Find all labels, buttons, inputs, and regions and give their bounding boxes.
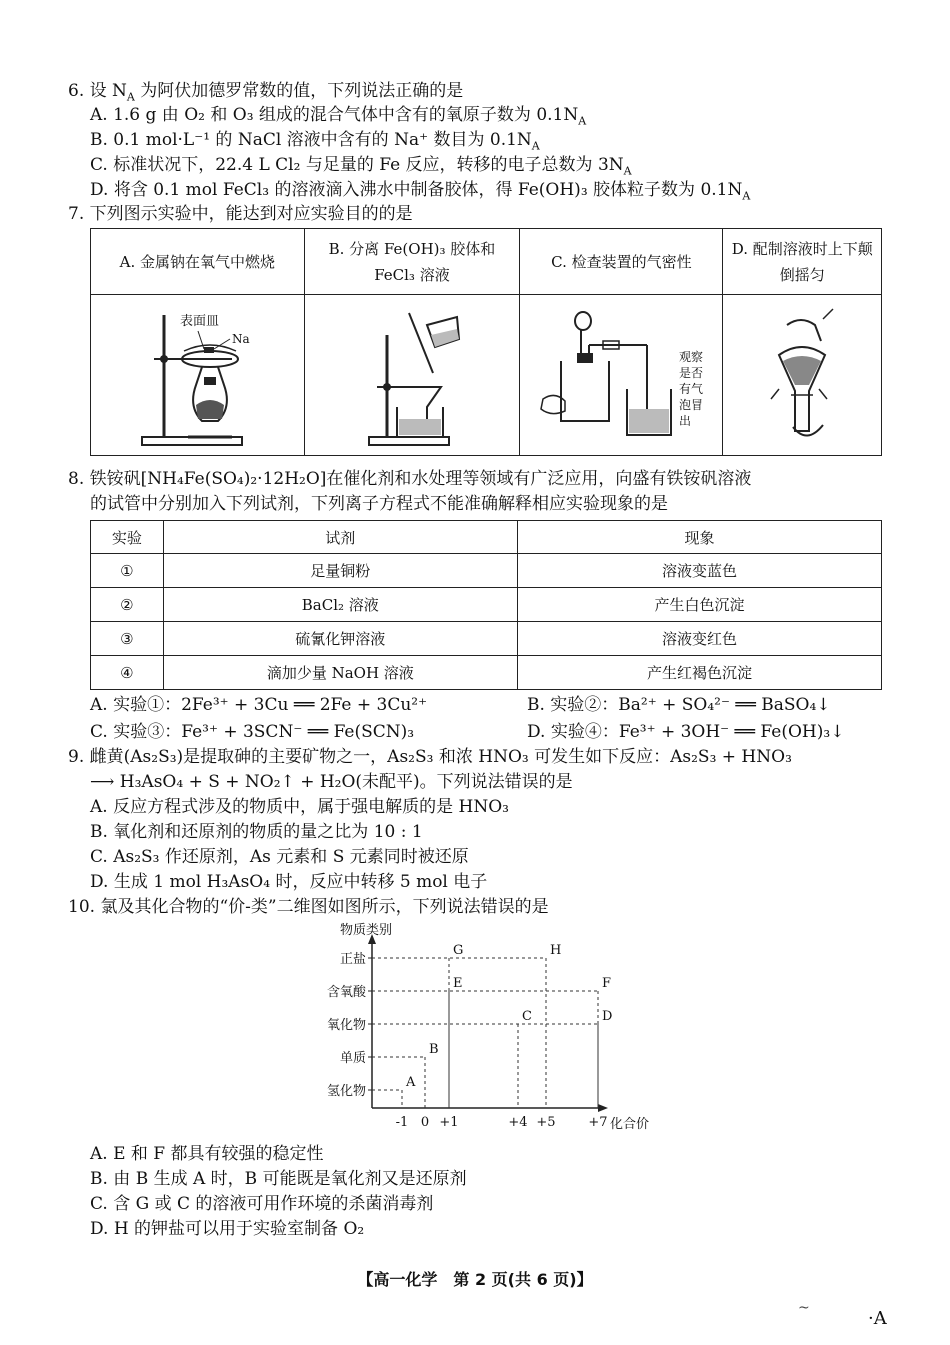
q8-stem-line2: 的试管中分别加入下列试剂，下列离子方程式不能准确解释相应实验现象的是 <box>90 494 668 514</box>
table-row <box>91 554 882 588</box>
q8-cell: 产生红褐色沉淀 <box>517 656 881 690</box>
chart-ycat-label: 含氧酸 <box>326 985 366 1000</box>
q8-cell: 滴加少量 NaOH 溶液 <box>163 656 517 690</box>
q8-cell: ② <box>91 588 164 622</box>
fig-c-note-4: 泡冒 <box>679 398 704 412</box>
q7-col-b-title: B. 分离 Fe(OH)₃ 胶体和 FeCl₃ 溶液 <box>304 229 520 295</box>
q8-cell: BaCl₂ 溶液 <box>163 588 517 622</box>
chart-point-C: C <box>522 1009 532 1024</box>
chart-point-G: G <box>453 943 464 958</box>
chart-xtick-label: -1 <box>395 1115 409 1130</box>
fig-c-note-1: 观察 <box>679 350 704 364</box>
q8-header-reagent: 试剂 <box>163 521 517 554</box>
q10-stem: 10. 氯及其化合物的“价-类”二维图如图所示，下列说法错误的是 <box>68 897 549 917</box>
q7-figure-d <box>723 295 882 456</box>
q9-option-c: C. As₂S₃ 作还原剂，As 元素和 S 元素同时被还原 <box>90 847 469 867</box>
sodium-burning-apparatus-icon <box>92 295 302 451</box>
q7-col-a-title: A. 金属钠在氧气中燃烧 <box>91 229 305 295</box>
chart-point-A: A <box>406 1075 416 1090</box>
fig-a-label-na: Na <box>232 332 250 346</box>
q8-cell: ① <box>91 554 164 588</box>
q7-stem: 7. 下列图示实验中，能达到对应实验目的的是 <box>68 204 413 224</box>
q9-stem-line1: 9. 雌黄(As₂S₃)是提取砷的主要矿物之一，As₂S₃ 和浓 HNO₃ 可发生如下反应：As₂S₃ + HNO₃ <box>68 747 792 767</box>
page-footer: 【高一化学 第 2 页(共 6 页)】 <box>357 1270 593 1289</box>
airtightness-check-apparatus-icon <box>521 295 721 451</box>
q6-stem: 6. 设 $N_A$ 为阿伏加德罗常数的值，下列说法正确的是 <box>68 81 464 104</box>
chart-xtick-label: +4 <box>508 1115 528 1130</box>
chart-xlabel: 化合价 <box>610 1117 650 1132</box>
q9-option-b: B. 氧化剂和还原剂的物质的量之比为 10 : 1 <box>90 822 423 842</box>
q8-option-a: A. 实验①：2Fe³⁺ + 3Cu ══ 2Fe + 3Cu²⁺ <box>90 695 428 715</box>
q8-option-b: B. 实验②：Ba²⁺ + SO₄²⁻ ══ BaSO₄↓ <box>527 695 831 715</box>
chart-ycat-label: 单质 <box>339 1051 366 1066</box>
table-row <box>91 588 882 622</box>
q9-stem-line2: ⟶ H₃AsO₄ + S + NO₂↑ + H₂O(未配平)。下列说法错误的是 <box>90 772 573 792</box>
q8-cell: ③ <box>91 622 164 656</box>
q8-cell: 足量铜粉 <box>163 554 517 588</box>
q9-option-d: D. 生成 1 mol H₃AsO₄ 时，反应中转移 5 mol 电子 <box>90 872 488 892</box>
q10-option-d: D. H 的钾盐可以用于实验室制备 O₂ <box>90 1219 365 1239</box>
chart-point-H: H <box>550 943 562 958</box>
q7-figure-a <box>91 295 305 456</box>
chart-ycat-label: 正盐 <box>339 952 366 967</box>
q8-cell: 产生白色沉淀 <box>517 588 881 622</box>
q9-option-a: A. 反应方程式涉及的物质中，属于强电解质的是 HNO₃ <box>90 797 509 817</box>
q8-stem-line1: 8. 铁铵矾[NH₄Fe(SO₄)₂·12H₂O]在催化剂和水处理等领域有广泛应用，向盛有铁铵矾溶液 <box>68 469 752 489</box>
paper-version-mark: ·A <box>868 1308 887 1329</box>
chart-point-F: F <box>602 976 612 991</box>
q8-cell: 硫氰化钾溶液 <box>163 622 517 656</box>
q8-cell: ④ <box>91 656 164 690</box>
inverting-flask-icon <box>727 295 877 451</box>
q7-figure-table <box>90 228 882 456</box>
valence-class-chart <box>310 918 670 1140</box>
q7-figure-c <box>520 295 723 456</box>
chart-xtick-label: +1 <box>439 1115 459 1130</box>
q8-header-experiment: 实验 <box>91 521 164 554</box>
q8-cell: 溶液变红色 <box>517 622 881 656</box>
q8-table <box>90 520 882 690</box>
q7-figure-b <box>304 295 520 456</box>
q6-option-d: D. 将含 0.1 mol FeCl₃ 的溶液滴入沸水中制备胶体，得 Fe(OH)₃ 胶体粒子数为 $0.1N_A$ <box>90 180 751 203</box>
fig-c-note-5: 出 <box>679 414 692 428</box>
chart-xtick-label: 0 <box>420 1115 430 1130</box>
chart-ylabel: 物质类别 <box>340 923 393 938</box>
q8-header-phenomenon: 现象 <box>517 521 881 554</box>
chart-xtick-label: +5 <box>536 1115 556 1130</box>
chart-ycat-label: 氢化物 <box>326 1084 366 1099</box>
q8-option-c: C. 实验③：Fe³⁺ + 3SCN⁻ ══ Fe(SCN)₃ <box>90 722 415 742</box>
q10-option-c: C. 含 G 或 C 的溶液可用作环境的杀菌消毒剂 <box>90 1194 434 1214</box>
fig-a-label-dish: 表面皿 <box>180 314 220 329</box>
table-row <box>91 622 882 656</box>
q10-option-a: A. E 和 F 都具有较强的稳定性 <box>90 1144 324 1164</box>
chart-ycat-label: 氧化物 <box>326 1018 366 1033</box>
q6-option-a: A. 1.6 g 由 O₂ 和 O₃ 组成的混合气体中含有的氧原子数为 $0.1N_A$ <box>90 105 587 128</box>
chart-axes <box>368 934 608 1112</box>
chart-xtick-label: +7 <box>588 1115 608 1130</box>
fig-c-note-3: 有气 <box>679 382 704 396</box>
table-row <box>91 656 882 690</box>
q8-option-d: D. 实验④：Fe³⁺ + 3OH⁻ ══ Fe(OH)₃↓ <box>527 722 845 742</box>
q7-col-c-title: C. 检查装置的气密性 <box>520 229 723 295</box>
filtration-apparatus-icon <box>309 295 514 451</box>
q6-option-b: B. 0.1 mol·L⁻¹ 的 NaCl 溶液中含有的 Na⁺ 数目为 $0.1N_A$ <box>90 130 540 153</box>
q10-option-b: B. 由 B 生成 A 时，B 可能既是氧化剂又是还原剂 <box>90 1169 467 1189</box>
chart-point-B: B <box>429 1042 439 1057</box>
corner-mark: ~ <box>798 1300 810 1316</box>
chart-point-E: E <box>453 976 463 991</box>
q7-col-d-title: D. 配制溶液时上下颠倒摇匀 <box>723 229 882 295</box>
q8-cell: 溶液变蓝色 <box>517 554 881 588</box>
chart-point-D: D <box>602 1009 613 1024</box>
fig-c-note-2: 是否 <box>679 366 704 380</box>
q6-option-c: C. 标准状况下，22.4 L Cl₂ 与足量的 Fe 反应，转移的电子总数为 $3N_A$ <box>90 155 632 178</box>
